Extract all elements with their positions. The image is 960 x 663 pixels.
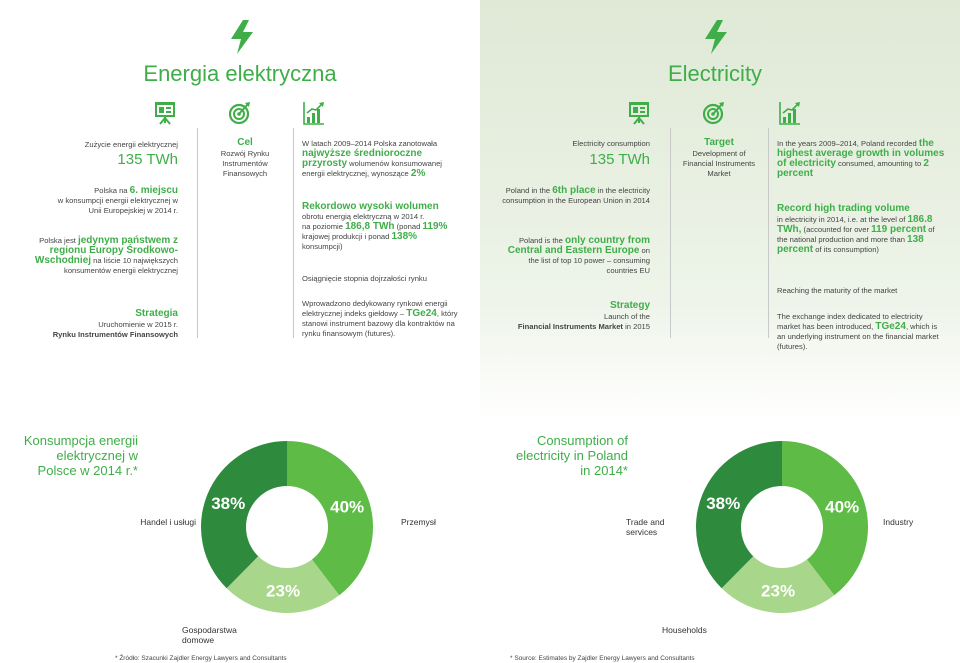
consumption-label: Zużycie energii elektrycznej xyxy=(84,140,178,149)
consumption-label: Electricity consumption xyxy=(572,139,650,148)
index-text: Wprowadzono dedykowany rynkowi energii elektrycznej indeks giełdowy – TGe24, który stanowi instrument bazowy dla kontraktów na rynku finansowym (futures). xyxy=(302,299,458,338)
strategy-text: Uruchomienie w 2015 r. Rynku Instrumentów Finansowych xyxy=(52,320,178,339)
label-households: Households xyxy=(662,625,707,635)
target-text: Rozwój Rynku Instrumentów Finansowych xyxy=(220,149,270,178)
strategy-text: Launch of the Financial Instruments Market in 2015 xyxy=(517,312,650,331)
growth-text: W latach 2009–2014 Polska zanotowała najwyższe średnioroczne przyrosty wolumenów konsumowanej energii elektrycznej, wynoszące 2% xyxy=(302,139,442,179)
footnote: * Source: Estimates by Zajdler Energy Lawyers and Consultants xyxy=(510,655,695,662)
donut-percent-label: 23% xyxy=(266,581,301,601)
bolt-icon xyxy=(703,20,729,54)
donut-title: Konsumpcja energii elektrycznej w Polsce w 2014 r.* xyxy=(23,433,138,478)
presentation-icon xyxy=(628,101,650,125)
index-text: The exchange index dedicated to electricity market has been introduced, TGe24, which is an underlying instrument on the financial market (futures). xyxy=(777,312,939,351)
record-text: in electricity in 2014, i.e. at the level of 186.8 TWh, (accounted for over 119 percent of the national production and more than 138 percent of its consumption) xyxy=(777,214,935,255)
record-title: Rekordowo wysoki wolumen xyxy=(302,201,439,212)
column-divider xyxy=(197,128,198,338)
country-text: Poland is the only country from Central and Eastern Europe on the list of top 10 power – consuming countries EU xyxy=(507,235,650,275)
target-icon xyxy=(703,101,725,125)
rank-text: Polska na 6. miejscu w konsumpcji energii elektrycznej w Unii Europejskiej w 2014 r. xyxy=(57,185,178,215)
growth-chart-icon xyxy=(303,101,325,125)
maturity-text: Reaching the maturity of the market xyxy=(777,286,898,295)
presentation-icon xyxy=(154,101,176,125)
strategy-title: Strategy xyxy=(609,300,650,311)
donut-chart xyxy=(695,440,869,614)
target-title: Cel xyxy=(237,137,253,148)
left-title: Energia elektryczna xyxy=(143,61,337,86)
label-trade: Trade and services xyxy=(626,517,665,537)
maturity-text: Osiągnięcie stopnia dojrzałości rynku xyxy=(302,274,427,283)
label-industry: Przemysł xyxy=(401,517,436,527)
growth-chart-icon xyxy=(779,101,801,125)
target-icon xyxy=(229,101,251,125)
label-industry: Industry xyxy=(883,517,914,527)
column-divider xyxy=(293,128,294,338)
right-title: Electricity xyxy=(667,61,763,86)
label-households: Gospodarstwa domowe xyxy=(182,625,237,645)
consumption-value: 135 TWh xyxy=(589,151,650,168)
footnote: * Źródło: Szacunki Zajdler Energy Lawyers and Consultants xyxy=(115,655,287,662)
column-divider xyxy=(768,128,769,338)
record-title: Record high trading volume xyxy=(777,203,910,214)
country-text: Polska jest jedynym państwem z regionu Europy Środkowo-Wschodniej na liście 10 największych konsumentów energii elektrycznej xyxy=(34,235,178,275)
strategy-title: Strategia xyxy=(135,308,178,319)
target-text: Development of Financial Instruments Market xyxy=(682,149,756,178)
bolt-icon xyxy=(229,20,255,54)
target-title: Target xyxy=(704,137,734,148)
donut-chart xyxy=(200,440,374,614)
donut-percent-label: 40% xyxy=(330,497,365,517)
donut-title: Consumption of electricity in Poland in 2014* xyxy=(516,433,628,478)
growth-text: In the years 2009–2014, Poland recorded the highest average growth in volumes of electricity consumed, amounting to 2 percent xyxy=(777,138,945,179)
consumption-value: 135 TWh xyxy=(117,151,178,168)
donut-percent-label: 23% xyxy=(761,581,796,601)
donut-percent-label: 38% xyxy=(211,493,246,513)
donut-percent-label: 40% xyxy=(825,497,860,517)
donut-percent-label: 38% xyxy=(706,493,741,513)
label-trade: Handel i usługi xyxy=(140,517,196,527)
record-text: obrotu energią elektryczną w 2014 r. na poziomie 186,8 TWh (ponad 119% krajowej produkcji i ponad 138% konsumpcji) xyxy=(302,212,448,251)
column-divider xyxy=(670,128,671,338)
rank-text: Poland in the 6th place in the electricity consumption in the European Union in 2014 xyxy=(502,185,650,205)
